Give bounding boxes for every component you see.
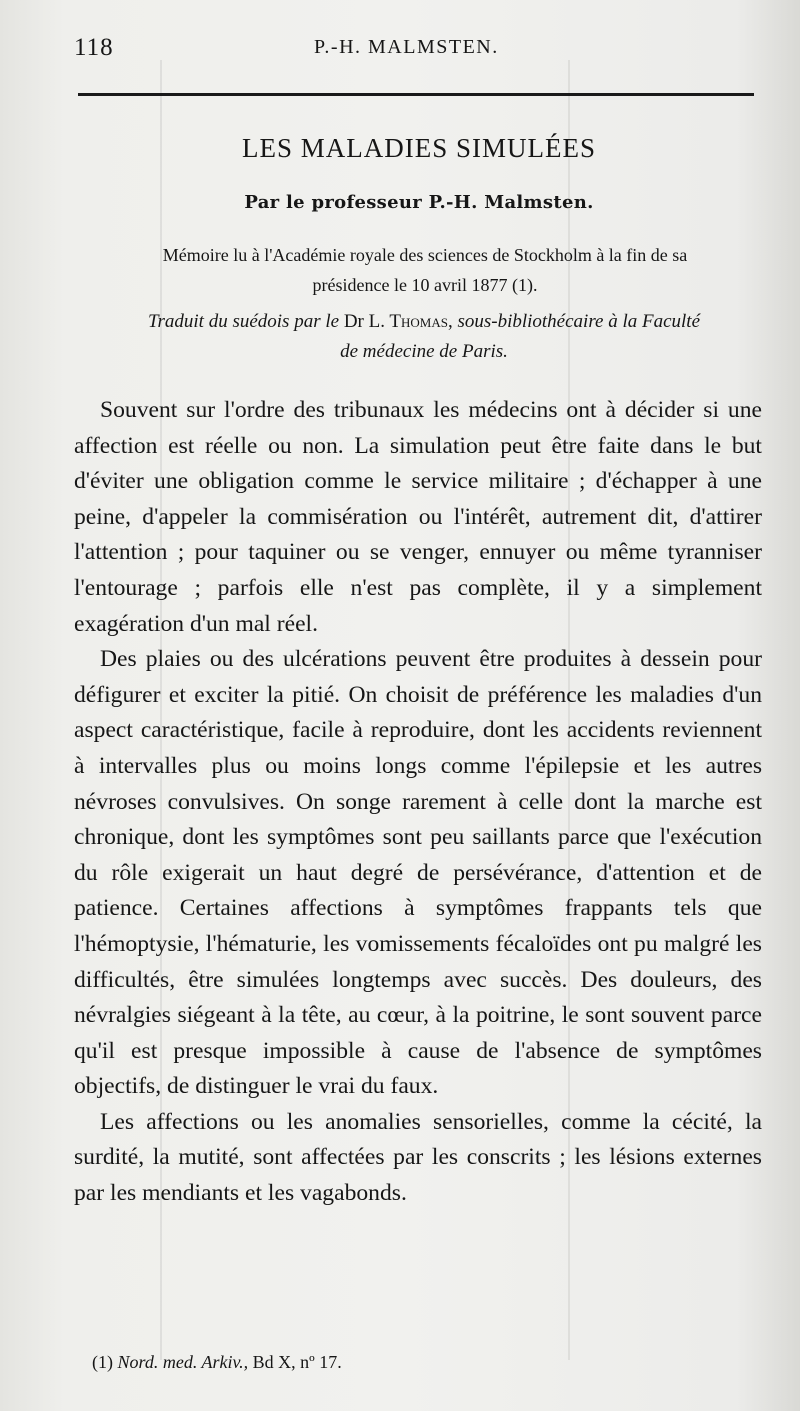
translation-prefix: Traduit du suédois par le (147, 311, 340, 332)
translation-line: de médecine de Paris. (340, 341, 508, 362)
body-paragraph: Les affections ou les anomalies sensorielles, comme la cécité, la surdité, la mutité, sont affectées par les conscrits ; les lésions externes par les mendiants et les vagabonds. (74, 1108, 762, 1207)
footnote (92, 1352, 732, 1373)
footnote-marker: (1) (92, 1352, 113, 1372)
translator-title: Dr (343, 311, 364, 332)
running-head: P.-H. MALMSTEN. (314, 36, 499, 58)
footnote-source: Nord. med. Arkiv., (117, 1352, 249, 1372)
article-body (74, 393, 762, 1212)
footnote-reference: Bd X, nº 17. (252, 1352, 342, 1372)
body-paragraph: Des plaies ou des ulcérations peuvent être produites à dessein pour défigurer et exciter la pitié. On choisit de préférence les maladies d'un aspect caractéristique, facile à reproduire, dont les accidents reviennent à intervalles plus ou moins longs comme l'épilepsie et les autres névroses convulsives. On songe rarement à celle dont la marche est chronique, dont les symptômes sont peu saillants parce que l'exécution du rôle exigerait un haut degré de persévérance, d'attention et de patience. Certaines affections à symptômes frappants tels que l'hémoptysie, l'hématurie, les vomissements fécaloïdes ont pu malgré les difficultés, être simulées longtemps avec succès. Des douleurs, des névralgies siégeant à la tête, au cœur, à la poitrine, le sont souvent parce qu'il est presque impossible à cause de l'absence de symptômes objectifs, de distinguer le vrai du faux. (74, 646, 762, 1100)
article-byline: Par le professeur P.-H. Malmsten. (244, 192, 594, 213)
body-paragraph: Souvent sur l'ordre des tribunaux les médecins ont à décider si une affection est réelle ou non. La simulation peut être faite dans le but d'éviter une obligation comme le service militaire ; d'échapper à une peine, d'appeler la commisération ou l'intérêt, autrement dit, d'attirer l'attention ; pour taquiner ou se venger, ennuyer ou même tyranniser l'entourage ; parfois elle n'est pas complète, il y a simplement exagération d'un mal réel. (74, 397, 762, 637)
translation-line (74, 307, 774, 337)
memoir-note (80, 240, 770, 300)
translator-role: sous-bibliothécaire à la Faculté (457, 311, 701, 332)
header-rule (78, 93, 754, 96)
translation-credit (74, 307, 774, 367)
page-number: 118 (74, 34, 114, 61)
translator-name: L. Thomas, (368, 311, 453, 332)
article-title: LES MALADIES SIMULÉES (241, 133, 596, 163)
memoir-line: Mémoire lu à l'Académie royale des sciences de Stockholm à la fin de sa (162, 245, 688, 265)
page-header (74, 34, 754, 68)
memoir-line: présidence le 10 avril 1877 (1). (312, 275, 538, 295)
